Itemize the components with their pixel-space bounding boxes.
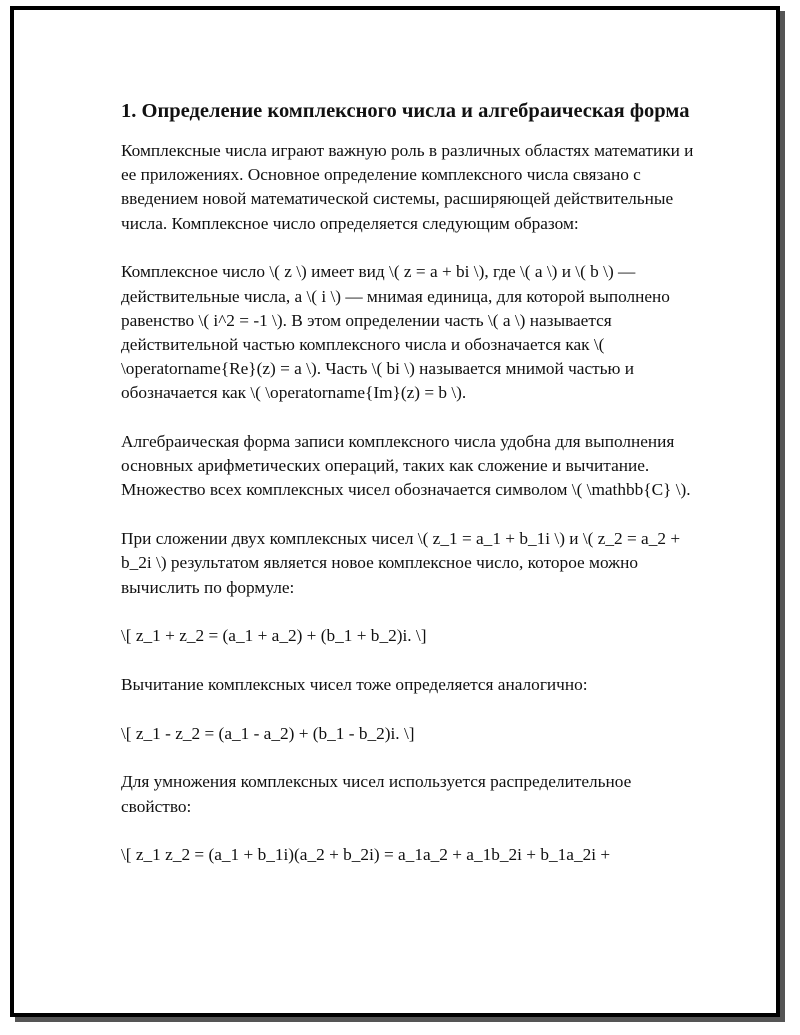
- paragraph-definition: Комплексное число \( z \) имеет вид \( z = a + bi \), где \( a \) и \( b \) — действительные числа, а \( i \) — мнимая единица, для которой выполнено равенство \( i^2 = -1 \). В этом определении часть \( a \) называется действительной частью комплексного числа и обозначается как \( \operatorname{Re}(z) = a \). Часть \( bi \) называется мнимой частью и обозначается как \( \operatorname{Im}(z) = b \).: [121, 262, 670, 403]
- formula-multiplication: \[ z_1 z_2 = (a_1 + b_1i)(a_2 + b_2i) = a_1a_2 + a_1b_2i + b_1a_2i +: [121, 845, 611, 865]
- paragraph-addition: При сложении двух комплексных чисел \( z_1 = a_1 + b_1i \) и \( z_2 = a_2 + b_2i \) результатом является новое комплексное число, которое можно вычислить по формуле:: [121, 529, 681, 597]
- paragraph-intro: Комплексные числа играют важную роль в различных областях математики и ее приложениях. Основное определение комплексного числа связано с введением новой математической системы, расширяющей действительные числа. Комплексное число определяется следующим образом:: [121, 141, 694, 233]
- formula-subtraction: \[ z_1 - z_2 = (a_1 - a_2) + (b_1 - b_2)i. \]: [121, 723, 415, 743]
- formula-addition: \[ z_1 + z_2 = (a_1 + a_2) + (b_1 + b_2)i. \]: [121, 626, 427, 646]
- section-title: 1. Определение комплексного числа и алгебраическая форма: [121, 100, 690, 122]
- paragraph-subtraction: Вычитание комплексных чисел тоже определяется аналогично:: [121, 674, 588, 694]
- paragraph-algebraic-form: Алгебраическая форма записи комплексного числа удобна для выполнения основных арифметических операций, таких как сложение и вычитание. Множество всех комплексных чисел обозначается символом \( \mathbb{C} \).: [121, 432, 691, 500]
- paragraph-multiplication: Для умножения комплексных чисел используется распределительное свойство:: [121, 772, 632, 816]
- page-frame: [10, 6, 780, 1017]
- document-body: [121, 98, 701, 892]
